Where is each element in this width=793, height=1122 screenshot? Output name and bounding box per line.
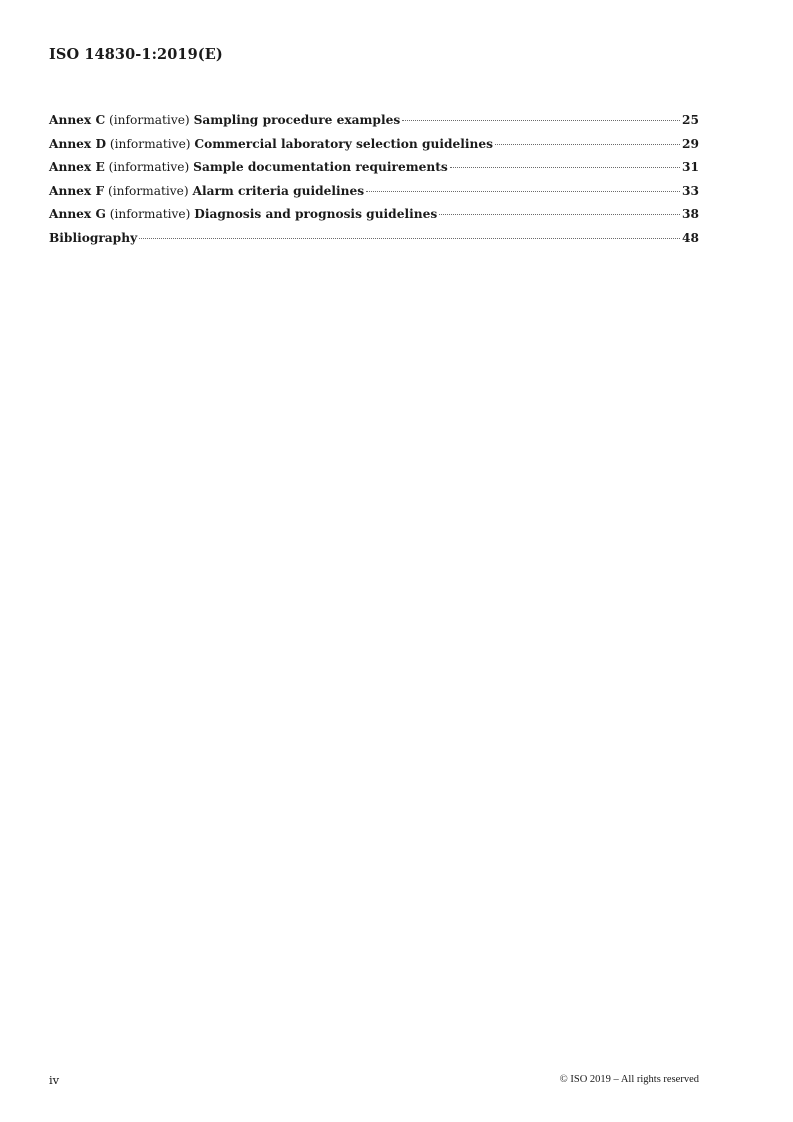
footer-page-number: iv bbox=[49, 1073, 60, 1087]
toc-entry-title: Diagnosis and prognosis guidelines bbox=[194, 207, 438, 222]
toc-annex-qualifier: (informative) bbox=[104, 160, 194, 175]
toc-annex-label: Annex F bbox=[49, 183, 105, 198]
toc-dot-leader bbox=[439, 214, 680, 215]
toc-entry-annex-g[interactable] bbox=[49, 205, 699, 229]
toc-dot-leader bbox=[402, 120, 680, 121]
toc-page-number: 31 bbox=[682, 160, 699, 175]
toc-entry-title: Bibliography bbox=[49, 230, 138, 245]
toc-entry-text bbox=[49, 135, 493, 153]
toc-entry-text bbox=[49, 111, 400, 129]
toc-entry-text bbox=[49, 205, 437, 223]
toc-entry-annex-c[interactable] bbox=[49, 111, 699, 135]
toc-entry-bibliography[interactable] bbox=[49, 229, 699, 253]
toc-entry-text bbox=[49, 182, 364, 200]
toc-dot-leader bbox=[450, 167, 680, 168]
toc-page-number: 25 bbox=[682, 113, 699, 127]
toc-page-number: 38 bbox=[682, 207, 699, 222]
toc-entry-annex-f[interactable] bbox=[49, 182, 699, 206]
toc-annex-label: Annex G bbox=[49, 207, 106, 222]
toc-annex-qualifier: (informative) bbox=[106, 136, 195, 151]
toc-entry-title: Alarm criteria guidelines bbox=[192, 183, 365, 198]
toc-page-number: 48 bbox=[682, 230, 699, 245]
toc-entry-title: Sample documentation requirements bbox=[193, 160, 448, 175]
toc-entry-title: Sampling procedure examples bbox=[193, 113, 401, 127]
footer-copyright: © ISO 2019 – All rights reserved bbox=[559, 1074, 699, 1085]
toc-entry-title: Commercial laboratory selection guidelines bbox=[194, 136, 493, 151]
toc-annex-label: Annex E bbox=[49, 160, 105, 175]
toc-entry-text bbox=[49, 229, 137, 247]
table-of-contents bbox=[49, 111, 699, 253]
toc-annex-qualifier: (informative) bbox=[105, 113, 194, 127]
toc-page-number: 33 bbox=[682, 183, 699, 198]
toc-entry-annex-e[interactable] bbox=[49, 158, 699, 182]
document-header: ISO 14830-1:2019(E) bbox=[49, 46, 223, 63]
toc-dot-leader bbox=[366, 191, 680, 192]
toc-annex-label: Annex C bbox=[49, 113, 106, 127]
toc-annex-label: Annex D bbox=[49, 136, 107, 151]
toc-page-number: 29 bbox=[682, 136, 699, 151]
toc-dot-leader bbox=[495, 144, 680, 145]
toc-entry-annex-d[interactable] bbox=[49, 135, 699, 159]
toc-annex-qualifier: (informative) bbox=[105, 207, 195, 222]
toc-entry-text bbox=[49, 158, 448, 176]
toc-annex-qualifier: (informative) bbox=[104, 183, 193, 198]
toc-dot-leader bbox=[139, 238, 680, 239]
